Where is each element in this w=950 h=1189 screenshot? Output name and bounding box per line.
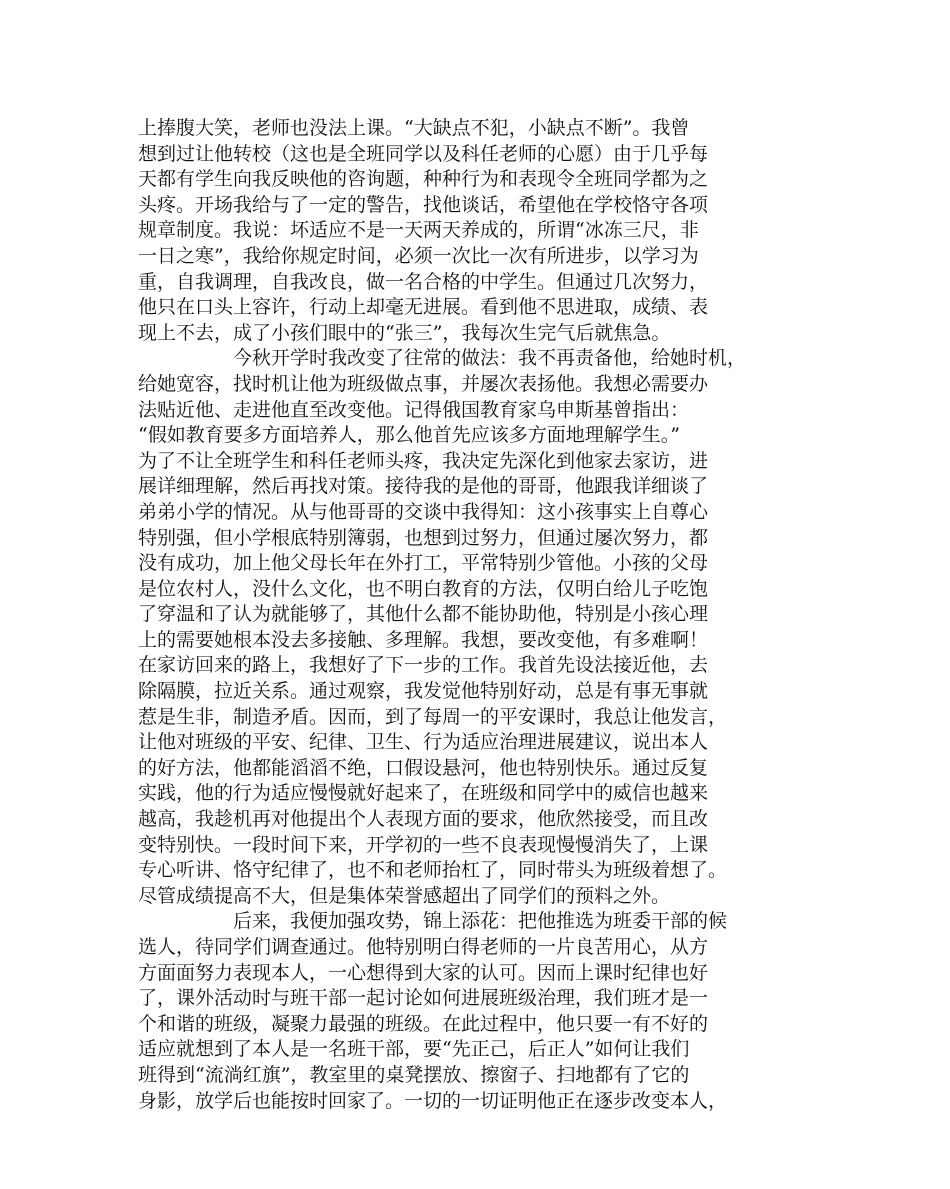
paragraph-start-line: 今秋开学时我改变了往常的做法：我不再责备他，给她时机， [233,347,747,370]
paragraph-start-line: 后来，我便加强攻势，锦上添花：把他推选为班委干部的候 [233,910,728,933]
text-line: 现上不去，成了小孩们眼中的“张三”，我每次生完气后就焦急。 [138,321,671,344]
text-line: 没有成功，加上他父母长年在外打工，平常特别少管他。小孩的父母 [138,552,709,575]
text-line: 为了不让全班学生和科任老师头疼，我决定先深化到他家去家访，进 [138,449,709,472]
text-line: 特别强，但小学根底特别簿弱，也想到过努力，但通过屡次努力，都 [138,526,709,549]
text-line: 他只在口头上容许，行动上却毫无进展。看到他不思进取，成绩、表 [138,296,709,319]
text-line: 想到过让他转校（这也是全班同学以及科任老师的心愿）由于几乎每 [138,142,709,165]
text-line: 展详细理解，然后再找对策。接待我的是他的哥哥，他跟我详细谈了 [138,475,709,498]
text-line: 天都有学生向我反映他的咨询题，种种行为和表现令全班同学都为之 [138,168,709,191]
text-line: 身影，放学后也能按时回家了。一切的一切证明他正在逐步改变本人， [138,1089,728,1112]
text-line: 弟弟小学的情况。从与他哥哥的交谈中我得知：这小孩事实上自尊心 [138,500,709,523]
text-line: 是位农村人，没什么文化，也不明白教育的方法，仅明白给儿子吃饱 [138,577,709,600]
text-line: 方面面努力表现本人，一心想得到大家的认可。因而上课时纪律也好 [138,961,709,984]
text-line: 选人，待同学们调查通过。他特别明白得老师的一片良苦用心，从方 [138,936,709,958]
text-line: 惹是生非，制造矛盾。因而，到了每周一的平安课时，我总让他发言， [138,705,728,728]
text-line: 适应就想到了本人是一名班干部，要“先正己，后正人”如何让我们 [138,1038,690,1061]
text-line: 除隔膜，拉近关系。通过观察，我发觉他特别好动，总是有事无事就 [138,680,709,703]
body-text [138,116,818,1114]
text-line: 重，自我调理，自我改良，做一名合格的中学生。但通过几次努力， [138,270,709,293]
text-line: 的好方法，他都能滔滔不绝，口假设悬河，他也特别快乐。通过反复 [138,756,709,779]
text-line: 上的需要她根本没去多接触、多理解。我想，要改变他，有多难啊！ [138,628,709,651]
text-line: 一日之寒”，我给你规定时间，必须一次比一次有所进步，以学习为 [138,244,699,267]
text-line: 实践，他的行为适应慢慢就好起来了，在班级和同学中的威信也越来 [138,782,709,805]
text-line: “假如教育要多方面培养人，那么他首先应该多方面地理解学生。” [138,424,680,447]
text-line: 越高，我趁机再对他提出个人表现方面的要求，他欣然接受，而且改 [138,808,709,831]
text-line: 规章制度。我说：坏适应不是一天两天养成的，所谓“冰冻三尺，非 [138,219,699,242]
text-line: 个和谐的班级，凝聚力最强的班级。在此过程中，他只要一有不好的 [138,1012,709,1035]
text-line: 变特别快。一段时间下来，开学初的一些不良表现慢慢消失了，上课 [138,833,709,856]
text-line: 给她宽容，找时机让他为班级做点事，并屡次表扬他。我想必需要办 [138,372,709,395]
text-line: 上捧腹大笑，老师也没法上课。“大缺点不犯，小缺点不断”。我曾 [138,117,690,139]
text-line: 在家访回来的路上，我想好了下一步的工作。我首先设法接近他，去 [138,654,709,677]
text-line: 头疼。开场我给与了一定的警告，找他谈话，希望他在学校恪守各项 [138,193,709,216]
text-line: 了，课外活动时与班干部一起讨论如何进展班级治理，我们班才是一 [138,987,709,1010]
text-line: 专心听讲、恪守纪律了，也不和老师抬杠了，同时带头为班级着想了。 [138,859,728,882]
text-line: 了穿温和了认为就能够了，其他什么都不能协助他，特别是小孩心理 [138,603,709,626]
text-line: 尽管成绩提高不大，但是集体荣誉感超出了同学们的预料之外。 [138,884,671,907]
text-line: 让他对班级的平安、纪律、卫生、行为适应治理进展建议，说出本人 [138,731,709,754]
text-line: 法贴近他、走进他直至改变他。记得俄国教育家乌申斯基曾指出： [138,398,690,421]
text-line: 班得到“流淌红旗”，教室里的桌凳摆放、擦窗子、扫地都有了它的 [138,1063,690,1086]
